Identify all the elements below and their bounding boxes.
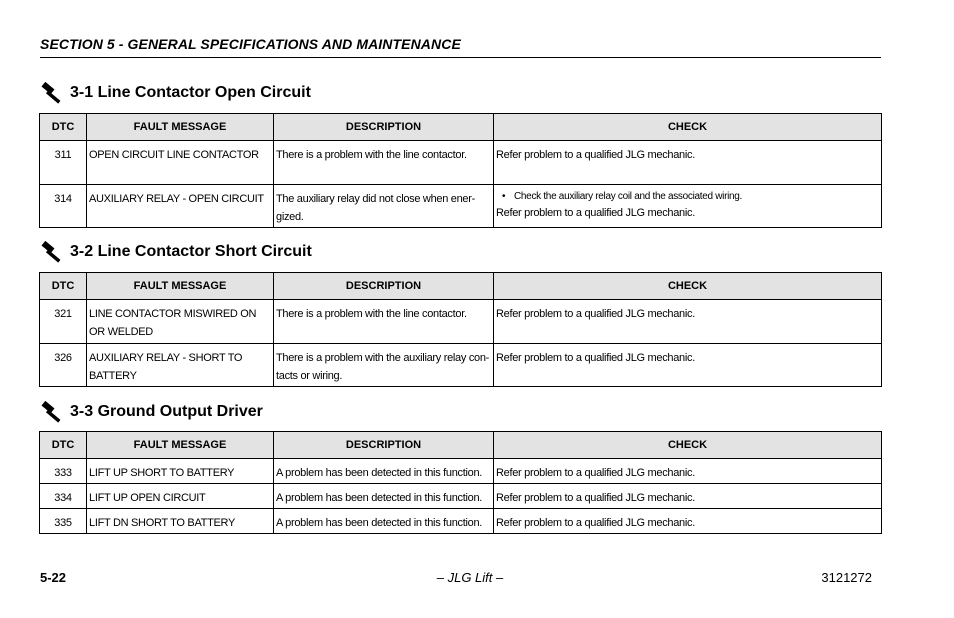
cell-description: There is a problem with the line contactor. xyxy=(274,300,494,344)
cell-fault: AUXILIARY RELAY - OPEN CIRCUIT xyxy=(87,185,274,228)
table-header-row xyxy=(40,273,882,300)
cell-fault: AUXILIARY RELAY - SHORT TO BATTERY xyxy=(87,344,274,387)
cell-check: Refer problem to a qualified JLG mechanic. xyxy=(494,344,882,387)
table-header-row xyxy=(40,114,882,141)
cell-description: A problem has been detected in this function. xyxy=(274,459,494,484)
section-title-3-3 xyxy=(40,400,263,424)
section-header: SECTION 5 - GENERAL SPECIFICATIONS AND MAINTENANCE xyxy=(40,36,461,52)
document-number: 3121272 xyxy=(821,570,872,585)
table-row xyxy=(40,509,882,534)
cell-fault: LIFT UP SHORT TO BATTERY xyxy=(87,459,274,484)
cell-dtc: 334 xyxy=(40,484,87,509)
cell-description: There is a problem with the auxiliary relay con-tacts or wiring. xyxy=(274,344,494,387)
cell-dtc: 326 xyxy=(40,344,87,387)
section-title-3-2 xyxy=(40,240,312,264)
cell-check: Refer problem to a qualified JLG mechanic. xyxy=(494,484,882,509)
cell-check: Refer problem to a qualified JLG mechanic. xyxy=(494,509,882,534)
cell-fault: LINE CONTACTOR MISWIRED ON OR WELDED xyxy=(87,300,274,344)
cell-dtc: 321 xyxy=(40,300,87,344)
column-header-check: CHECK xyxy=(494,273,882,300)
cell-description: The auxiliary relay did not close when ener-gized. xyxy=(274,185,494,228)
column-header-fault: FAULT MESSAGE xyxy=(87,273,274,300)
cell-dtc: 335 xyxy=(40,509,87,534)
cell-dtc: 311 xyxy=(40,141,87,185)
cell-description: A problem has been detected in this function. xyxy=(274,484,494,509)
section-title-text: 3-1 Line Contactor Open Circuit xyxy=(70,84,311,101)
hammer-icon xyxy=(40,241,64,263)
hammer-icon xyxy=(40,82,64,104)
column-header-dtc: DTC xyxy=(40,114,87,141)
column-header-check: CHECK xyxy=(494,114,882,141)
column-header-fault: FAULT MESSAGE xyxy=(87,432,274,459)
column-header-description: DESCRIPTION xyxy=(274,273,494,300)
section-title-text: 3-3 Ground Output Driver xyxy=(70,403,263,420)
table-row xyxy=(40,344,882,387)
footer-brand: – JLG Lift – xyxy=(436,570,504,585)
table-row xyxy=(40,300,882,344)
column-header-fault: FAULT MESSAGE xyxy=(87,114,274,141)
page-number: 5-22 xyxy=(40,570,67,585)
section-title-3-1 xyxy=(40,81,311,105)
column-header-description: DESCRIPTION xyxy=(274,114,494,141)
check-bullet: • Check the auxiliary relay coil and the associated wiring. xyxy=(496,190,879,204)
column-header-dtc: DTC xyxy=(40,273,87,300)
hammer-icon xyxy=(40,401,64,423)
dtc-table-3-1 xyxy=(39,113,882,228)
cell-fault: LIFT DN SHORT TO BATTERY xyxy=(87,509,274,534)
cell-check: Refer problem to a qualified JLG mechanic. xyxy=(494,459,882,484)
cell-check: Refer problem to a qualified JLG mechanic. xyxy=(494,300,882,344)
table-row xyxy=(40,459,882,484)
cell-description: A problem has been detected in this function. xyxy=(274,509,494,534)
cell-fault: OPEN CIRCUIT LINE CONTACTOR xyxy=(87,141,274,185)
dtc-table-3-3 xyxy=(39,431,882,534)
check-text: Refer problem to a qualified JLG mechanic. xyxy=(496,207,695,219)
column-header-description: DESCRIPTION xyxy=(274,432,494,459)
column-header-dtc: DTC xyxy=(40,432,87,459)
header-divider xyxy=(40,57,881,58)
column-header-check: CHECK xyxy=(494,432,882,459)
cell-fault: LIFT UP OPEN CIRCUIT xyxy=(87,484,274,509)
cell-dtc: 314 xyxy=(40,185,87,228)
table-row xyxy=(40,484,882,509)
cell-dtc: 333 xyxy=(40,459,87,484)
cell-description: There is a problem with the line contactor. xyxy=(274,141,494,185)
table-row xyxy=(40,185,882,228)
table-header-row xyxy=(40,432,882,459)
dtc-table-3-2 xyxy=(39,272,882,387)
cell-check: Refer problem to a qualified JLG mechanic. xyxy=(494,141,882,185)
table-row xyxy=(40,141,882,185)
section-title-text: 3-2 Line Contactor Short Circuit xyxy=(70,243,312,260)
cell-check xyxy=(494,185,882,228)
